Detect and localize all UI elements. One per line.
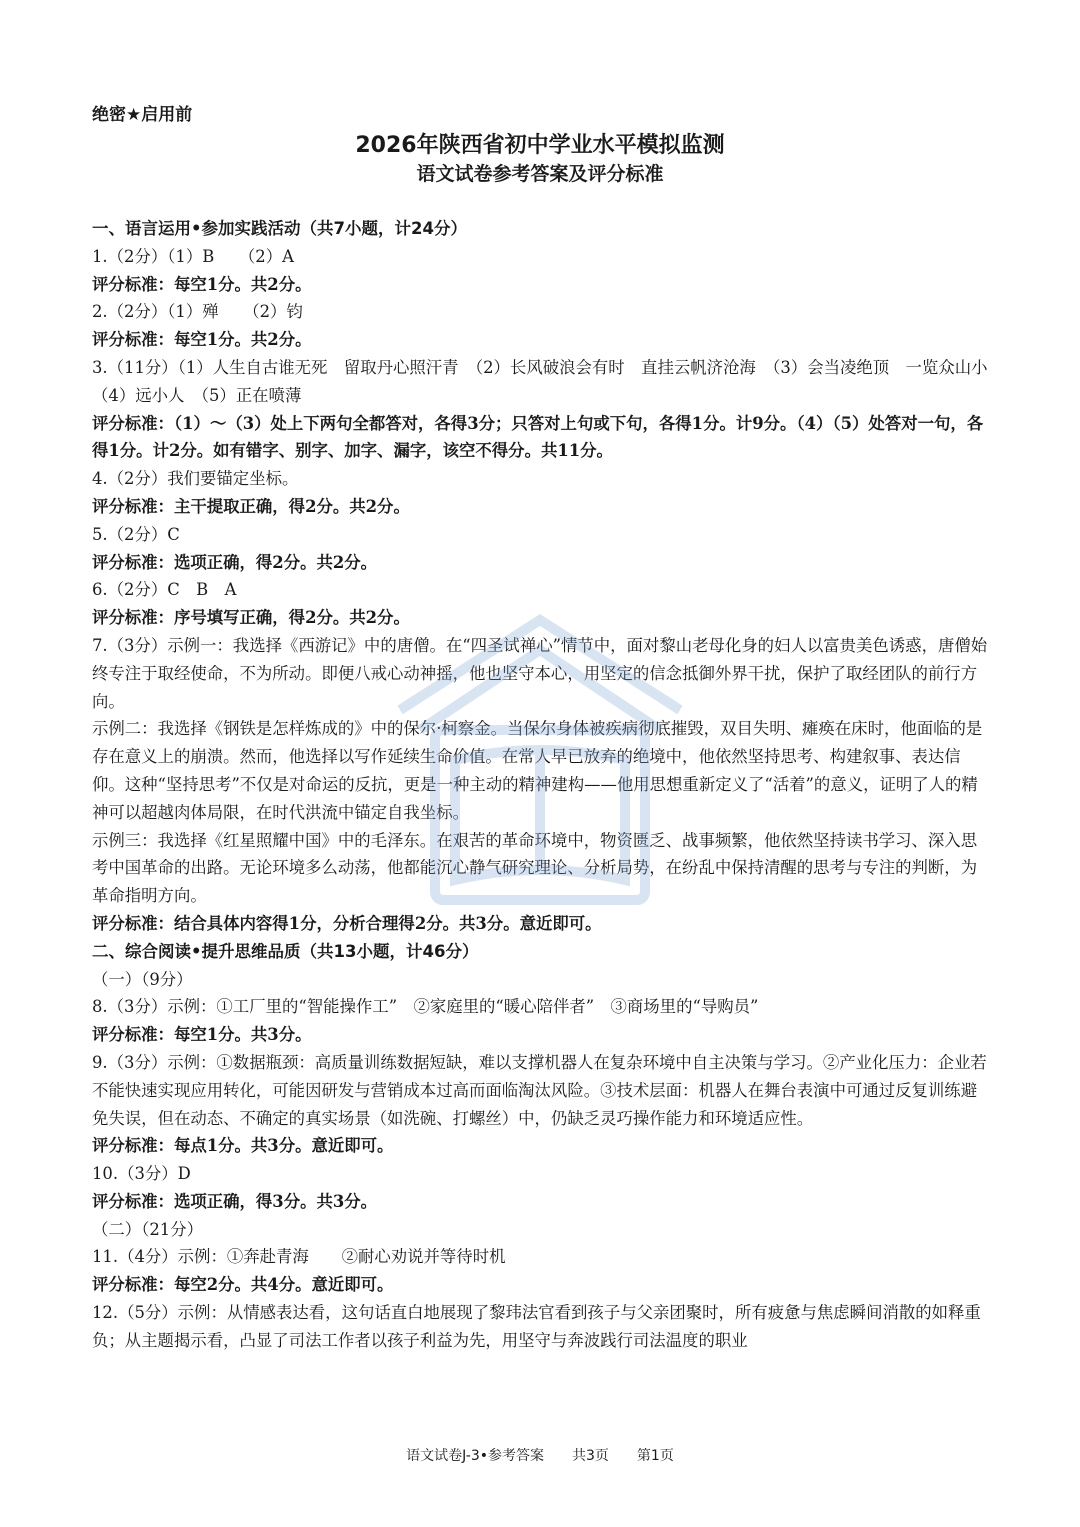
scoring-criteria: 评分标准：每空2分。共4分。意近即可。 (92, 1275, 394, 1295)
answer-content (92, 215, 1004, 1355)
section-heading: 二、综合阅读•提升思维品质（共13小题，计46分） (92, 941, 479, 961)
answer-line: 2.（2分）（1）殚 （2）钧 (92, 302, 303, 322)
scoring-criteria: 评分标准：每空1分。共3分。 (92, 1025, 312, 1045)
answer-line: （一）（9分） (92, 969, 193, 989)
page-subtitle: 语文试卷参考答案及评分标准 (416, 163, 664, 185)
answer-line: 9.（3分）示例：①数据瓶颈：高质量训练数据短缺，难以支撑机器人在复杂环境中自主决策与学习。②产业化压力：企业若不能快速实现应用转化，可能因研发与营销成本过高而面临淘汰风险。③技术层面：机器人在舞台表演中可通过反复训练避免失误，但在动态、不确定的真实场景（如洗碗、打螺丝）中，仍缺乏灵巧操作能力和环境适应性。 (92, 1052, 987, 1128)
page-title: 2026年陕西省初中学业水平模拟监测 (355, 133, 725, 158)
section-heading: 一、语言运用•参加实践活动（共7小题，计24分） (92, 219, 467, 238)
scoring-criteria: 评分标准：（1）～（3）处上下两句全都答对，各得3分；只答对上句或下句，各得1分。计9分。（4）（5）处答对一句，各得1分。计2分。如有错字、别字、加字、漏字，该空不得分。共11分。 (92, 413, 984, 461)
answer-line: 4.（2分）我们要锚定坐标。 (92, 469, 299, 489)
answer-line: 10.（3分）D (92, 1164, 191, 1184)
answer-line: 6.（2分）C B A (92, 580, 237, 600)
scoring-criteria: 评分标准：每点1分。共3分。意近即可。 (92, 1136, 394, 1156)
scoring-criteria: 评分标准：结合具体内容得1分，分析合理得2分。共3分。意近即可。 (92, 913, 602, 933)
answer-line: 1.（2分）（1）B （2）A (92, 246, 294, 266)
answer-line: 示例三：我选择《红星照耀中国》中的毛泽东。在艰苦的革命环境中，物资匮乏、战事频繁，他依然坚持读书学习、深入思考中国革命的出路。无论环境多么动荡，他都能沉心静气研究理论、分析局势，在纷乱中保持清醒的思考与专注的判断，为革命指明方向。 (92, 830, 978, 906)
scoring-criteria: 评分标准：每空1分。共2分。 (92, 274, 312, 294)
scoring-criteria: 评分标准：选项正确，得2分。共2分。 (92, 552, 378, 572)
page-footer: 语文试卷J-3•参考答案 共3页 第1页 (406, 1448, 674, 1464)
scoring-criteria: 评分标准：选项正确，得3分。共3分。 (92, 1191, 378, 1211)
answer-line: 12.（5分）示例：从情感表达看，这句话直白地展现了黎玮法官看到孩子与父亲团聚时，所有疲惫与焦虑瞬间消散的如释重负；从主题揭示看，凸显了司法工作者以孩子利益为先，用坚守与奔波践行司法温度的职业 (92, 1303, 981, 1350)
answer-line: 示例二：我选择《钢铁是怎样炼成的》中的保尔·柯察金。当保尔身体被疾病彻底摧毁，双目失明、瘫痪在床时，他面临的是存在意义上的崩溃。然而，他选择以写作延续生命价值。在常人早已放弃的绝境中，他依然坚持思考、构建叙事、表达信仰。这种“坚持思考”不仅是对命运的反抗，更是一种主动的精神建构——他用思想重新定义了“活着”的意义，证明了人的精神可以超越肉体局限，在时代洪流中锚定自我坐标。 (92, 719, 983, 822)
answer-line: 11.（4分）示例：①奔赴青海 ②耐心劝说并等待时机 (92, 1247, 506, 1267)
scoring-criteria: 评分标准：每空1分。共2分。 (92, 330, 312, 350)
scoring-criteria: 评分标准：序号填写正确，得2分。共2分。 (92, 608, 410, 628)
answer-line: 5.（2分）C (92, 524, 180, 544)
secret-mark: 绝密★启用前 (92, 105, 193, 125)
answer-line: （二）（21分） (92, 1219, 203, 1239)
answer-line: 8.（3分）示例：①工厂里的“智能操作工” ②家庭里的“暖心陪伴者” ③商场里的“导购员” (92, 997, 759, 1017)
answer-line: 7.（3分）示例一：我选择《西游记》中的唐僧。在“四圣试禅心”情节中，面对黎山老母化身的妇人以富贵美色诱惑，唐僧始终专注于取经使命，不为所动。即便八戒心动神摇，他也坚守本心，用坚定的信念抵御外界干扰，保护了取经团队的前行方向。 (92, 635, 988, 711)
scoring-criteria: 评分标准：主干提取正确，得2分。共2分。 (92, 496, 410, 516)
answer-line: 3.（11分）（1）人生自古谁无死 留取丹心照汗青 （2）长风破浪会有时 直挂云帆济沧海 （3）会当凌绝顶 一览众山小 （4）远小人 （5）正在喷薄 (92, 357, 1004, 405)
